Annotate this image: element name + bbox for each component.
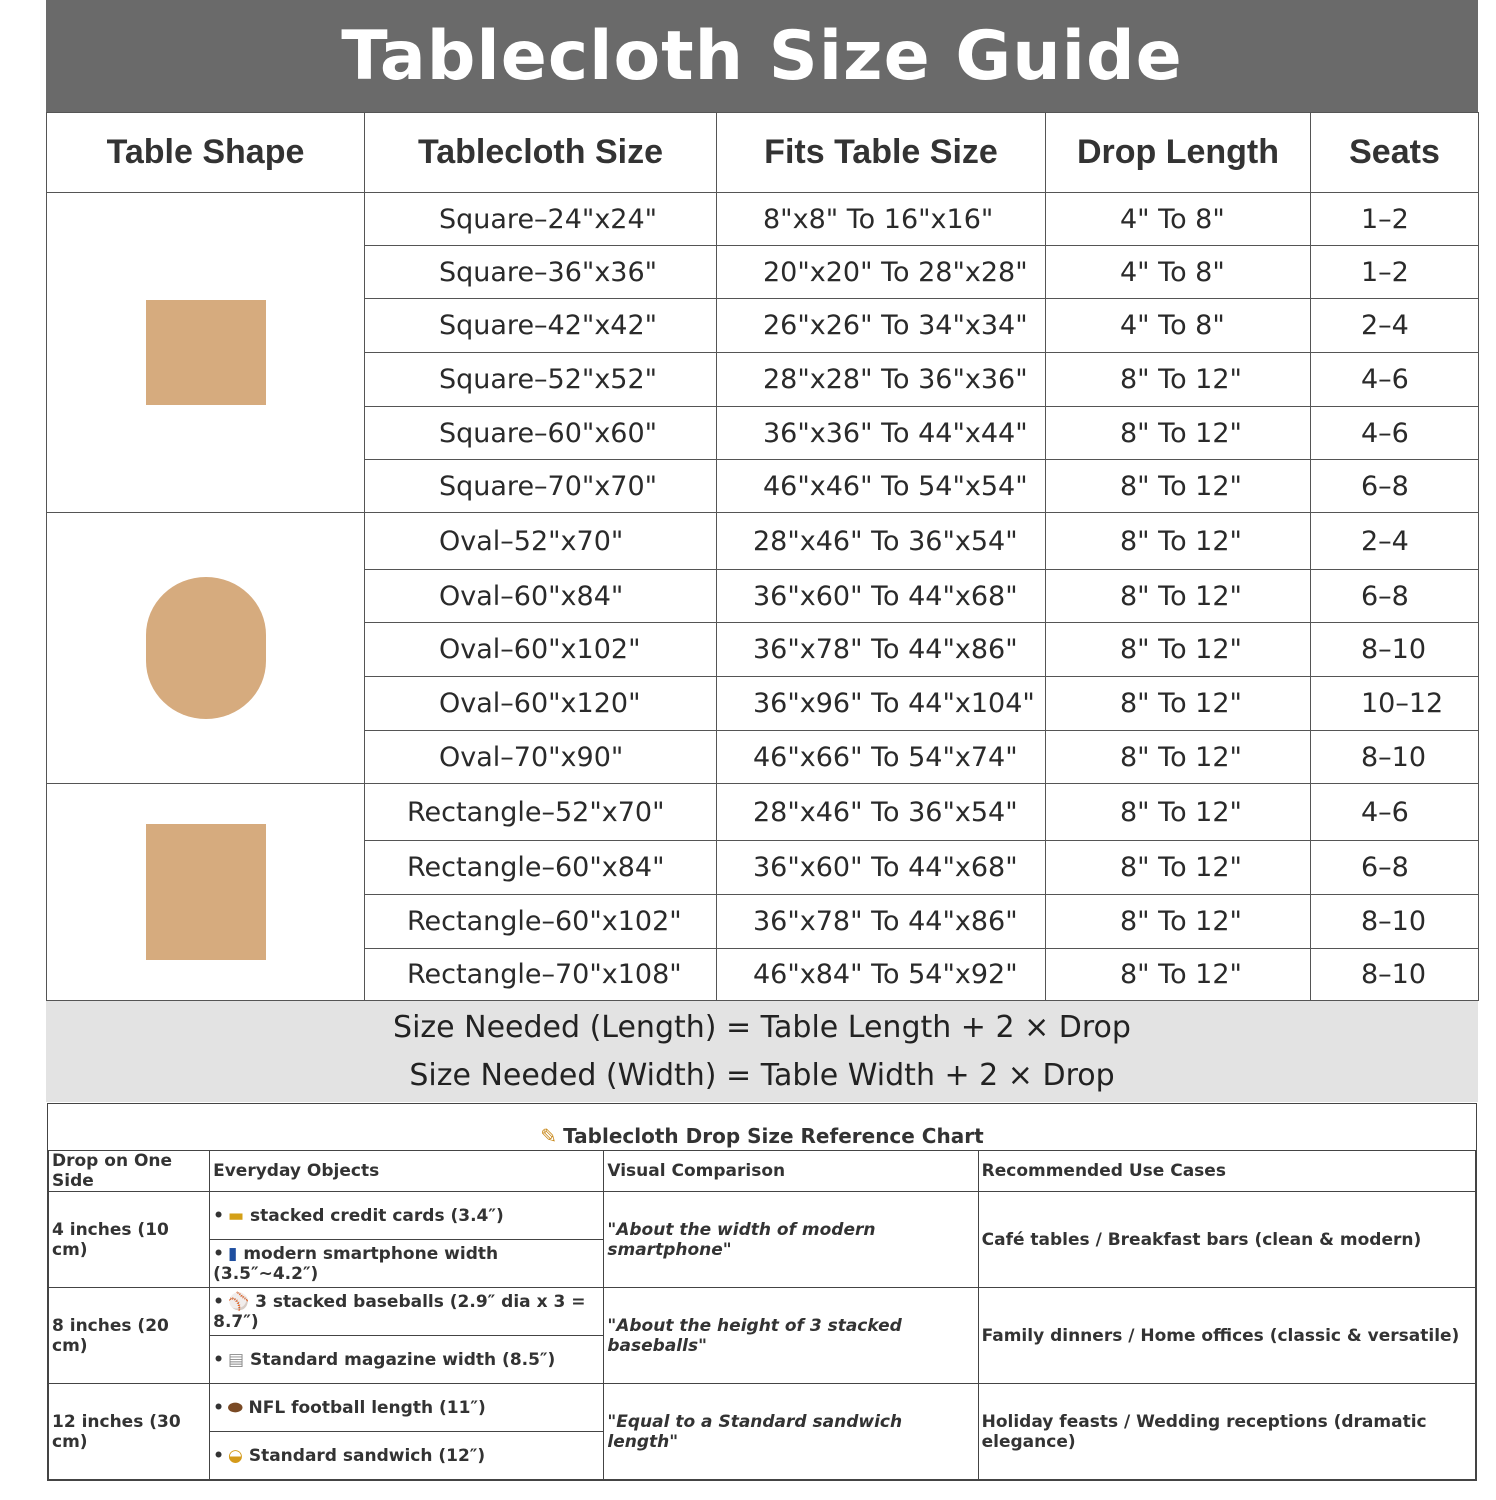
reference-header bbox=[49, 1151, 1476, 1192]
ref-header-drop: Drop on One Side bbox=[49, 1151, 210, 1192]
drop-length-cell: 8" To 12" bbox=[1046, 841, 1311, 895]
fits-table-size-cell: 36"x96" To 44"x104" bbox=[717, 677, 1046, 731]
formula-width: Size Needed (Width) = Table Width + 2 × Drop bbox=[409, 1057, 1115, 1093]
drop-cell: 8 inches (20 cm) bbox=[49, 1288, 210, 1384]
tablecloth-size-cell: Square–60"x60" bbox=[365, 407, 717, 460]
everyday-object-cell bbox=[210, 1336, 604, 1384]
tablecloth-size-cell: Rectangle–60"x102" bbox=[365, 895, 717, 949]
seats-cell: 2–4 bbox=[1311, 513, 1479, 570]
drop-length-cell: 4" To 8" bbox=[1046, 246, 1311, 299]
header-drop-length: Drop Length bbox=[1046, 113, 1311, 193]
square-shape-icon bbox=[146, 300, 266, 405]
fits-table-size-cell: 28"x46" To 36"x54" bbox=[717, 784, 1046, 841]
header-fits-table-size: Fits Table Size bbox=[717, 113, 1046, 193]
tablecloth-size-cell: Square–52"x52" bbox=[365, 353, 717, 407]
fits-table-size-cell: 28"x28" To 36"x36" bbox=[717, 353, 1046, 407]
seats-cell: 1–2 bbox=[1311, 246, 1479, 299]
seats-cell: 8–10 bbox=[1311, 949, 1479, 1001]
drop-length-cell: 4" To 8" bbox=[1046, 193, 1311, 246]
everyday-object-cell bbox=[210, 1240, 604, 1288]
bullet: • bbox=[213, 1349, 224, 1370]
reference-row bbox=[49, 1384, 1476, 1432]
seats-cell: 4–6 bbox=[1311, 353, 1479, 407]
tablecloth-size-cell: Rectangle–70"x108" bbox=[365, 949, 717, 1001]
bullet: • bbox=[213, 1291, 224, 1312]
everyday-object-cell bbox=[210, 1432, 604, 1480]
bullet: • bbox=[213, 1397, 224, 1418]
fits-table-size-cell: 20"x20" To 28"x28" bbox=[717, 246, 1046, 299]
seats-cell: 6–8 bbox=[1311, 460, 1479, 513]
use-case-cell: Café tables / Breakfast bars (clean & modern) bbox=[978, 1192, 1475, 1288]
drop-length-cell: 8" To 12" bbox=[1046, 513, 1311, 570]
oval-shape-icon bbox=[146, 577, 266, 719]
everyday-object-text: 3 stacked baseballs (2.9″ dia x 3 = 8.7″) bbox=[213, 1291, 586, 1332]
tablecloth-size-cell: Square–42"x42" bbox=[365, 299, 717, 353]
size-table-header bbox=[47, 113, 1479, 193]
ref-header-use: Recommended Use Cases bbox=[978, 1151, 1475, 1192]
fits-table-size-cell: 46"x66" To 54"x74" bbox=[717, 731, 1046, 784]
size-guide bbox=[46, 0, 1478, 1481]
everyday-object-text: NFL football length (11″) bbox=[248, 1397, 486, 1418]
drop-length-cell: 8" To 12" bbox=[1046, 677, 1311, 731]
shape-cell-oval bbox=[47, 513, 365, 784]
formula-length: Size Needed (Length) = Table Length + 2 × Drop bbox=[393, 1009, 1131, 1045]
rectangle-shape-icon bbox=[146, 824, 266, 960]
drop-length-cell: 8" To 12" bbox=[1046, 570, 1311, 623]
smartphone-icon: ▮ bbox=[227, 1243, 238, 1264]
sandwich-icon: ◒ bbox=[227, 1445, 243, 1466]
bullet: • bbox=[213, 1243, 224, 1264]
everyday-object-text: Standard sandwich (12″) bbox=[248, 1445, 486, 1466]
fits-table-size-cell: 36"x60" To 44"x68" bbox=[717, 841, 1046, 895]
fits-table-size-cell: 46"x84" To 54"x92" bbox=[717, 949, 1046, 1001]
seats-cell: 4–6 bbox=[1311, 784, 1479, 841]
page-title: Tablecloth Size Guide bbox=[46, 0, 1478, 112]
tablecloth-size-cell: Oval–70"x90" bbox=[365, 731, 717, 784]
tablecloth-size-cell: Oval–52"x70" bbox=[365, 513, 717, 570]
use-case-cell: Holiday feasts / Wedding receptions (dramatic elegance) bbox=[978, 1384, 1475, 1480]
seats-cell: 2–4 bbox=[1311, 299, 1479, 353]
everyday-object-cell bbox=[210, 1288, 604, 1336]
header-seats: Seats bbox=[1311, 113, 1479, 193]
seats-cell: 8–10 bbox=[1311, 731, 1479, 784]
drop-cell: 12 inches (30 cm) bbox=[49, 1384, 210, 1480]
tablecloth-size-cell: Square–24"x24" bbox=[365, 193, 717, 246]
everyday-object-text: Standard magazine width (8.5″) bbox=[250, 1349, 556, 1370]
header-table-shape: Table Shape bbox=[47, 113, 365, 193]
shape-cell-rectangle bbox=[47, 784, 365, 1001]
bullet: • bbox=[213, 1205, 224, 1226]
size-row bbox=[47, 513, 1479, 570]
visual-comparison-cell: "Equal to a Standard sandwich length" bbox=[604, 1384, 978, 1480]
seats-cell: 4–6 bbox=[1311, 407, 1479, 460]
pencil-icon: ✎ bbox=[540, 1124, 558, 1148]
seats-cell: 8–10 bbox=[1311, 623, 1479, 677]
drop-length-cell: 8" To 12" bbox=[1046, 731, 1311, 784]
fits-table-size-cell: 8"x8" To 16"x16" bbox=[717, 193, 1046, 246]
drop-reference-chart bbox=[47, 1103, 1477, 1481]
fits-table-size-cell: 28"x46" To 36"x54" bbox=[717, 513, 1046, 570]
drop-cell: 4 inches (10 cm) bbox=[49, 1192, 210, 1288]
drop-length-cell: 8" To 12" bbox=[1046, 949, 1311, 1001]
fits-table-size-cell: 36"x78" To 44"x86" bbox=[717, 623, 1046, 677]
reference-row bbox=[49, 1288, 1476, 1336]
drop-length-cell: 4" To 8" bbox=[1046, 299, 1311, 353]
tablecloth-size-cell: Rectangle–52"x70" bbox=[365, 784, 717, 841]
size-row bbox=[47, 193, 1479, 246]
fits-table-size-cell: 26"x26" To 34"x34" bbox=[717, 299, 1046, 353]
reference-title bbox=[48, 1104, 1476, 1150]
drop-length-cell: 8" To 12" bbox=[1046, 353, 1311, 407]
drop-length-cell: 8" To 12" bbox=[1046, 623, 1311, 677]
formula-box bbox=[46, 1001, 1478, 1102]
bullet: • bbox=[213, 1445, 224, 1466]
use-case-cell: Family dinners / Home offices (classic & versatile) bbox=[978, 1288, 1475, 1384]
size-table bbox=[46, 112, 1479, 1001]
size-row bbox=[47, 784, 1479, 841]
seats-cell: 8–10 bbox=[1311, 895, 1479, 949]
drop-length-cell: 8" To 12" bbox=[1046, 895, 1311, 949]
credit-card-icon: ▬ bbox=[227, 1205, 245, 1226]
everyday-object-cell bbox=[210, 1192, 604, 1240]
magazine-icon: ▤ bbox=[227, 1349, 245, 1370]
reference-row bbox=[49, 1192, 1476, 1240]
everyday-object-text: stacked credit cards (3.4″) bbox=[250, 1205, 504, 1226]
reference-title-text: Tablecloth Drop Size Reference Chart bbox=[563, 1124, 984, 1148]
seats-cell: 1–2 bbox=[1311, 193, 1479, 246]
seats-cell: 6–8 bbox=[1311, 570, 1479, 623]
tablecloth-size-cell: Oval–60"x84" bbox=[365, 570, 717, 623]
tablecloth-size-cell: Square–70"x70" bbox=[365, 460, 717, 513]
tablecloth-size-cell: Rectangle–60"x84" bbox=[365, 841, 717, 895]
baseball-icon: ⚾ bbox=[227, 1291, 250, 1312]
everyday-object-text: modern smartphone width (3.5″~4.2″) bbox=[213, 1243, 499, 1284]
ref-header-visual: Visual Comparison bbox=[604, 1151, 978, 1192]
drop-length-cell: 8" To 12" bbox=[1046, 460, 1311, 513]
drop-length-cell: 8" To 12" bbox=[1046, 784, 1311, 841]
fits-table-size-cell: 36"x78" To 44"x86" bbox=[717, 895, 1046, 949]
header-tablecloth-size: Tablecloth Size bbox=[365, 113, 717, 193]
fits-table-size-cell: 46"x46" To 54"x54" bbox=[717, 460, 1046, 513]
football-icon: ⬬ bbox=[227, 1397, 243, 1418]
visual-comparison-cell: "About the height of 3 stacked baseballs" bbox=[604, 1288, 978, 1384]
reference-table bbox=[48, 1150, 1476, 1480]
seats-cell: 10–12 bbox=[1311, 677, 1479, 731]
visual-comparison-cell: "About the width of modern smartphone" bbox=[604, 1192, 978, 1288]
tablecloth-size-cell: Square–36"x36" bbox=[365, 246, 717, 299]
tablecloth-size-cell: Oval–60"x120" bbox=[365, 677, 717, 731]
tablecloth-size-cell: Oval–60"x102" bbox=[365, 623, 717, 677]
fits-table-size-cell: 36"x60" To 44"x68" bbox=[717, 570, 1046, 623]
everyday-object-cell bbox=[210, 1384, 604, 1432]
drop-length-cell: 8" To 12" bbox=[1046, 407, 1311, 460]
fits-table-size-cell: 36"x36" To 44"x44" bbox=[717, 407, 1046, 460]
shape-cell-square bbox=[47, 193, 365, 513]
seats-cell: 6–8 bbox=[1311, 841, 1479, 895]
ref-header-objects: Everyday Objects bbox=[210, 1151, 604, 1192]
